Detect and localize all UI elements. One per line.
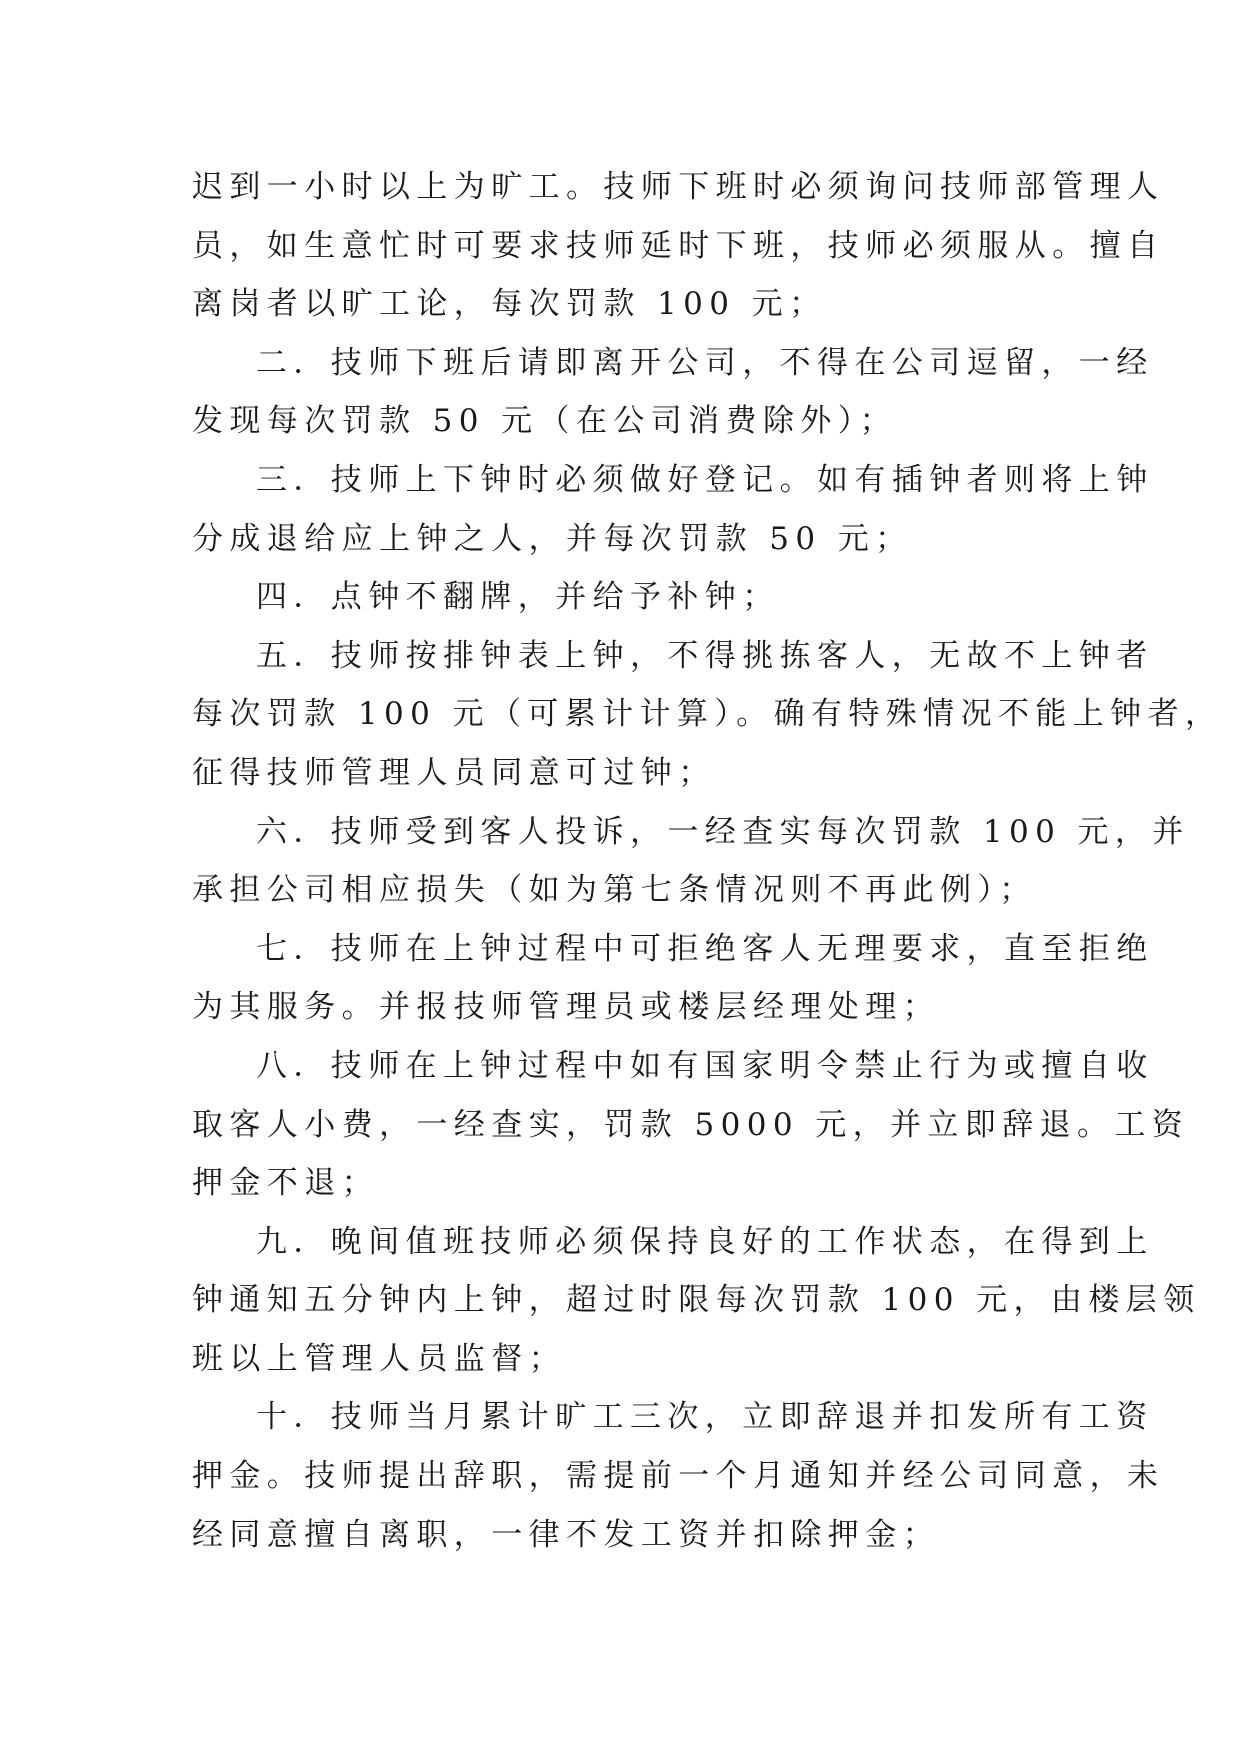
paragraph-item-10 xyxy=(192,1388,1165,1564)
paragraph-item-9 xyxy=(192,1213,1201,1389)
text-line: 迟到一小时以上为旷工。技师下班时必须询问技师部管理人 xyxy=(192,169,1165,205)
text-line: 员，如生意忙时可要求技师延时下班，技师必须服从。擅自 xyxy=(192,227,1165,264)
text-line: 二．技师下班后请即离开公司，不得在公司逗留，一经 xyxy=(256,344,1154,381)
document-body xyxy=(192,158,1223,1564)
text-line: 六．技师受到客人投诉，一经查实每次罚款 100 元，并 xyxy=(256,813,1190,850)
paragraph-item-6 xyxy=(192,803,1190,920)
text-line: 发现每次罚款 50 元（在公司消费除外）； xyxy=(192,403,898,440)
text-line: 分成退给应上钟之人，并每次罚款 50 元； xyxy=(192,520,913,557)
text-line: 钟通知五分钟内上钟，超过时限每次罚款 100 元，由楼层领 xyxy=(192,1282,1201,1319)
paragraph-item-8 xyxy=(192,1037,1190,1213)
text-line: 押金不退； xyxy=(192,1165,379,1202)
text-line: 九．晚间值班技师必须保持良好的工作状态，在得到上 xyxy=(256,1223,1154,1260)
text-line: 征得技师管理人员同意可过钟； xyxy=(192,754,716,791)
paragraph-item-5 xyxy=(192,627,1223,803)
paragraph-item-2 xyxy=(192,334,1154,451)
text-line: 三．技师上下钟时必须做好登记。如有插钟者则将上钟 xyxy=(256,461,1154,498)
text-line: 押金。技师提出辞职，需提前一个月通知并经公司同意，未 xyxy=(192,1458,1165,1495)
paragraph-item-3 xyxy=(192,451,1154,568)
text-line: 八．技师在上钟过程中如有国家明令禁止行为或擅自收 xyxy=(256,1047,1154,1084)
text-line: 四．点钟不翻牌，并给予补钟； xyxy=(256,579,780,616)
text-line: 每次罚款 100 元（可累计计算）。确有特殊情况不能上钟者， xyxy=(192,696,1223,733)
text-line: 为其服务。并报技师管理员或楼层经理处理； xyxy=(192,989,940,1026)
text-line: 十．技师当月累计旷工三次，立即辞退并扣发所有工资 xyxy=(256,1399,1154,1436)
text-line: 七．技师在上钟过程中可拒绝客人无理要求，直至拒绝 xyxy=(256,930,1154,967)
paragraph-item-7 xyxy=(192,920,1154,1037)
text-line: 承担公司相应损失（如为第七条情况则不再此例）； xyxy=(192,872,1037,909)
text-line: 离岗者以旷工论，每次罚款 100 元； xyxy=(192,286,827,323)
text-line: 取客人小费，一经查实，罚款 5000 元，并立即辞退。工资 xyxy=(192,1106,1190,1143)
text-line: 经同意擅自离职，一律不发工资并扣除押金； xyxy=(192,1516,940,1553)
text-line: 班以上管理人员监督； xyxy=(192,1340,566,1377)
text-line: 五．技师按排钟表上钟，不得挑拣客人，无故不上钟者 xyxy=(256,637,1154,674)
paragraph-continuation xyxy=(192,158,1165,334)
paragraph-item-4 xyxy=(192,568,1064,627)
